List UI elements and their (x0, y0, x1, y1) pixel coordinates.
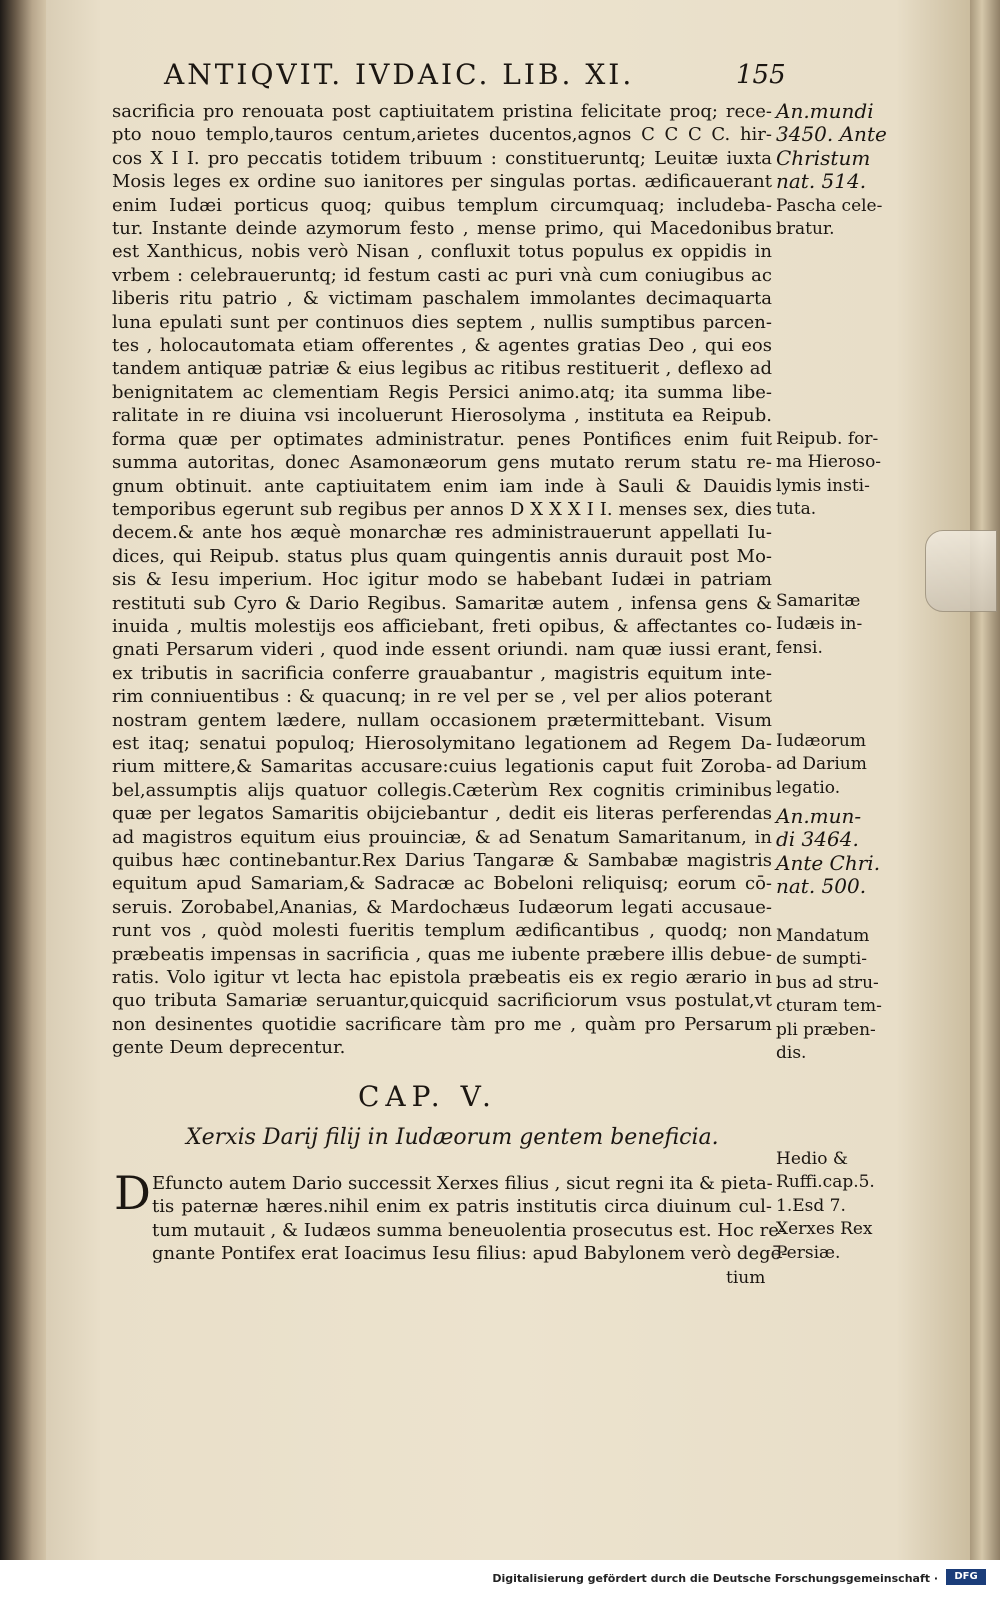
text-line: di 3464. (776, 827, 859, 852)
text-line: rium mittere,& Samaritas accusare:cuius legationis caput fuit Zoroba- (112, 756, 772, 778)
text-line: Mandatum (776, 926, 870, 946)
main-text-block (112, 100, 772, 1060)
margin-note-samaritae (776, 590, 904, 660)
text-line: Persiæ. (776, 1242, 841, 1263)
text-line: equitum apud Samariam,& Sadracæ ac Bobeloni reliquisq; eorum cō- (112, 873, 772, 895)
text-line: tandem antiquæ patriæ & eius legibus ac ritibus restituerit , deflexo ad (112, 358, 772, 380)
text-line: dices, qui Reipub. status plus quam quingentis annis durauit post Mo- (112, 545, 772, 567)
text-line: nat. 500. (776, 874, 867, 899)
text-line: cturam tem- (776, 996, 882, 1017)
text-line: rim conniuentibus : & quacunq; in re vel per se , vel per alios poterant (112, 686, 772, 708)
text-line: ratis. Volo igitur vt lecta hac epistola præbeatis eis ex regio ærario in (112, 967, 772, 989)
text-line: Pascha cele- (776, 196, 883, 216)
text-line: ex tributis in sacrificia conferre grauabantur , magistris equitum inte- (112, 662, 772, 684)
text-line: liberis ritu patrio , & victimam paschalem immolantes decimaquarta (112, 288, 772, 310)
text-line: tuta. (776, 499, 817, 520)
text-line: Ante Chri. (776, 850, 881, 875)
text-line: benignitatem ac clementiam Regis Persici animo.atq; ita summa libe- (112, 381, 772, 403)
text-line: tis paternæ hæres.nihil enim ex patris institutis circa diuinum cul- (152, 1196, 772, 1218)
text-line: seruis. Zorobabel,Ananias, & Mardochæus Iudæorum legati accusaue- (112, 896, 772, 918)
catchword: tium (726, 1268, 766, 1288)
text-line: non desinentes quotidie sacrificare tàm pro me , quàm pro Persarum (112, 1013, 772, 1035)
page-tab-marker (925, 530, 997, 612)
page-fore-edge (970, 0, 1000, 1560)
text-line: nostram gentem lædere, nullam occasionem prætermittebant. Visum (112, 709, 772, 731)
page-number: 155 (736, 60, 786, 90)
running-head: ANTIQVIT. IVDAIC. LIB. XI. (164, 58, 635, 91)
text-line: temporibus egerunt sub regibus per annos D X X X I I. menses sex, dies (112, 498, 772, 520)
margin-note-year (776, 100, 904, 194)
footer-credit: Digitalisierung gefördert durch die Deutsche Forschungsgemeinschaft · (492, 1572, 938, 1585)
text-line: Samaritæ (776, 591, 861, 611)
text-line: An.mundi (776, 99, 874, 123)
text-line: lymis insti- (776, 475, 870, 496)
margin-note-legatio (776, 730, 904, 800)
text-line: enim Iudæi porticus quoq; quibus templum circumquaq; includeba- (112, 194, 772, 216)
text-line: An.mun- (776, 804, 862, 828)
text-line: summa autoritas, donec Asamonæorum gens mutato rerum statu re- (112, 452, 772, 474)
text-line: tes , holocautomata etiam offerentes , & agentes gratias Deo , qui eos (112, 335, 772, 357)
chapter-heading: CAP. V. (358, 1080, 497, 1113)
dfg-logo: DFG (946, 1569, 986, 1585)
text-line: Iudæorum (776, 731, 866, 751)
text-line: ma Hieroso- (776, 452, 882, 473)
text-line: bel,assumptis alijs quatuor collegis.Cæterùm Rex cognitis criminibus (112, 779, 772, 801)
text-line: cos X I I. pro peccatis totidem tribuum : constitueruntq; Leuitæ iuxta (112, 147, 772, 169)
text-line: vrbem : celebraueruntq; id festum casti ac puri vnà cum coniugibus ac (112, 264, 772, 286)
text-line: ad Darium (776, 754, 867, 775)
text-line: est itaq; senatui populoq; Hierosolymitano legationem ad Regem Da- (112, 732, 772, 754)
text-line: forma quæ per optimates administratur. penes Pontifices enim fuit (112, 428, 772, 450)
footer-bar (0, 1560, 1000, 1599)
text-line: Christum (776, 145, 871, 170)
text-line: gnante Pontifex erat Ioacimus Iesu filius: apud Babylonem verò degē- (152, 1243, 788, 1265)
text-line: 3450. Ante (776, 122, 887, 147)
margin-note-pascha (776, 195, 904, 242)
text-line: tum mutauit , & Iudæos summa beneuolentia prosecutus est. Hoc re- (152, 1219, 785, 1241)
text-line: tur. Instante deinde azymorum festo , mense primo, qui Macedonibus (112, 218, 772, 240)
text-line: sacrificia pro renouata post captiuitatem pristina felicitate proq; rece- (112, 101, 772, 122)
text-line: Xerxes Rex (776, 1219, 873, 1240)
margin-note-hedio (776, 1148, 904, 1265)
chapter-text-block (152, 1172, 788, 1266)
text-line: est Xanthicus, nobis verò Nisan , confluxit totus populus ex oppidis in (112, 241, 772, 263)
text-line: 1.Esd 7. (776, 1195, 846, 1216)
drop-cap: D (114, 1166, 151, 1220)
chapter-subtitle: Xerxis Darij filij in Iudæorum gentem beneficia. (186, 1125, 719, 1150)
text-line: gnum obtinuit. ante captiuitatem enim iam inde à Sauli & Dauidis (112, 475, 772, 497)
text-line: bus ad stru- (776, 972, 879, 993)
text-line: sis & Iesu imperium. Hoc igitur modo se habebant Iudæi in patriam (112, 569, 772, 591)
text-line: gente Deum deprecentur. (112, 1037, 346, 1059)
book-gutter-edge (0, 0, 46, 1560)
text-line: Efuncto autem Dario successit Xerxes filius , sicut regni ita & pieta- (152, 1173, 773, 1194)
text-line: de sumpti- (776, 949, 868, 970)
text-line: dis. (776, 1043, 807, 1064)
text-line: Ruffi.cap.5. (776, 1172, 875, 1193)
margin-note-year-2 (776, 805, 904, 899)
text-line: Mosis leges ex ordine suo ianitores per singulas portas. ædificauerant (112, 171, 772, 193)
text-line: quæ per legatos Samaritis obijciebantur , dedit eis literas perferendas (112, 803, 772, 825)
text-line: legatio. (776, 777, 841, 798)
text-line: restituti sub Cyro & Dario Regibus. Samaritæ autem , infensa gens & (112, 592, 772, 614)
text-line: quo tributa Samariæ seruantur,quicquid sacrificiorum vsus postulat,vt (112, 990, 772, 1012)
margin-note-reipub (776, 428, 904, 522)
text-line: pto nouo templo,tauros centum,arietes ducentos,agnos C C C C. hir- (112, 124, 772, 146)
text-line: fensi. (776, 637, 823, 658)
text-line: ad magistros equitum eius prouinciæ, & ad Senatum Samaritanum, in (112, 826, 772, 848)
text-line: inuida , multis molestijs eos afficiebant, freti opibus, & affectantes co- (112, 615, 772, 637)
text-line: Iudæis in- (776, 614, 863, 635)
text-line: Hedio & (776, 1149, 848, 1169)
text-line: runt vos , quòd molesti fueritis templum ædificantibus , quodq; non (112, 920, 772, 942)
text-line: nat. 514. (776, 169, 867, 194)
text-line: luna epulati sunt per continuos dies septem , nullis sumptibus parcen- (112, 311, 772, 333)
book-page (46, 0, 970, 1560)
text-line: gnati Persarum videri , quod inde essent oriundi. nam quæ iussi erant, (112, 639, 772, 661)
text-line: pli præben- (776, 1019, 876, 1040)
text-line: Reipub. for- (776, 429, 879, 449)
margin-note-mandatum (776, 925, 904, 1065)
text-line: præbeatis impensas in sacrificia , quas me iubente præbere illis debue- (112, 943, 772, 965)
text-line: quibus hæc continebantur.Rex Darius Tangaræ & Sambabæ magistris (112, 850, 772, 871)
text-line: ralitate in re diuina vsi incoluerunt Hierosolyma , instituta ea Reipub. (112, 405, 772, 427)
text-line: bratur. (776, 219, 835, 240)
text-line: decem.& ante hos æquè monarchæ res administrauerunt appellati Iu- (112, 522, 772, 544)
